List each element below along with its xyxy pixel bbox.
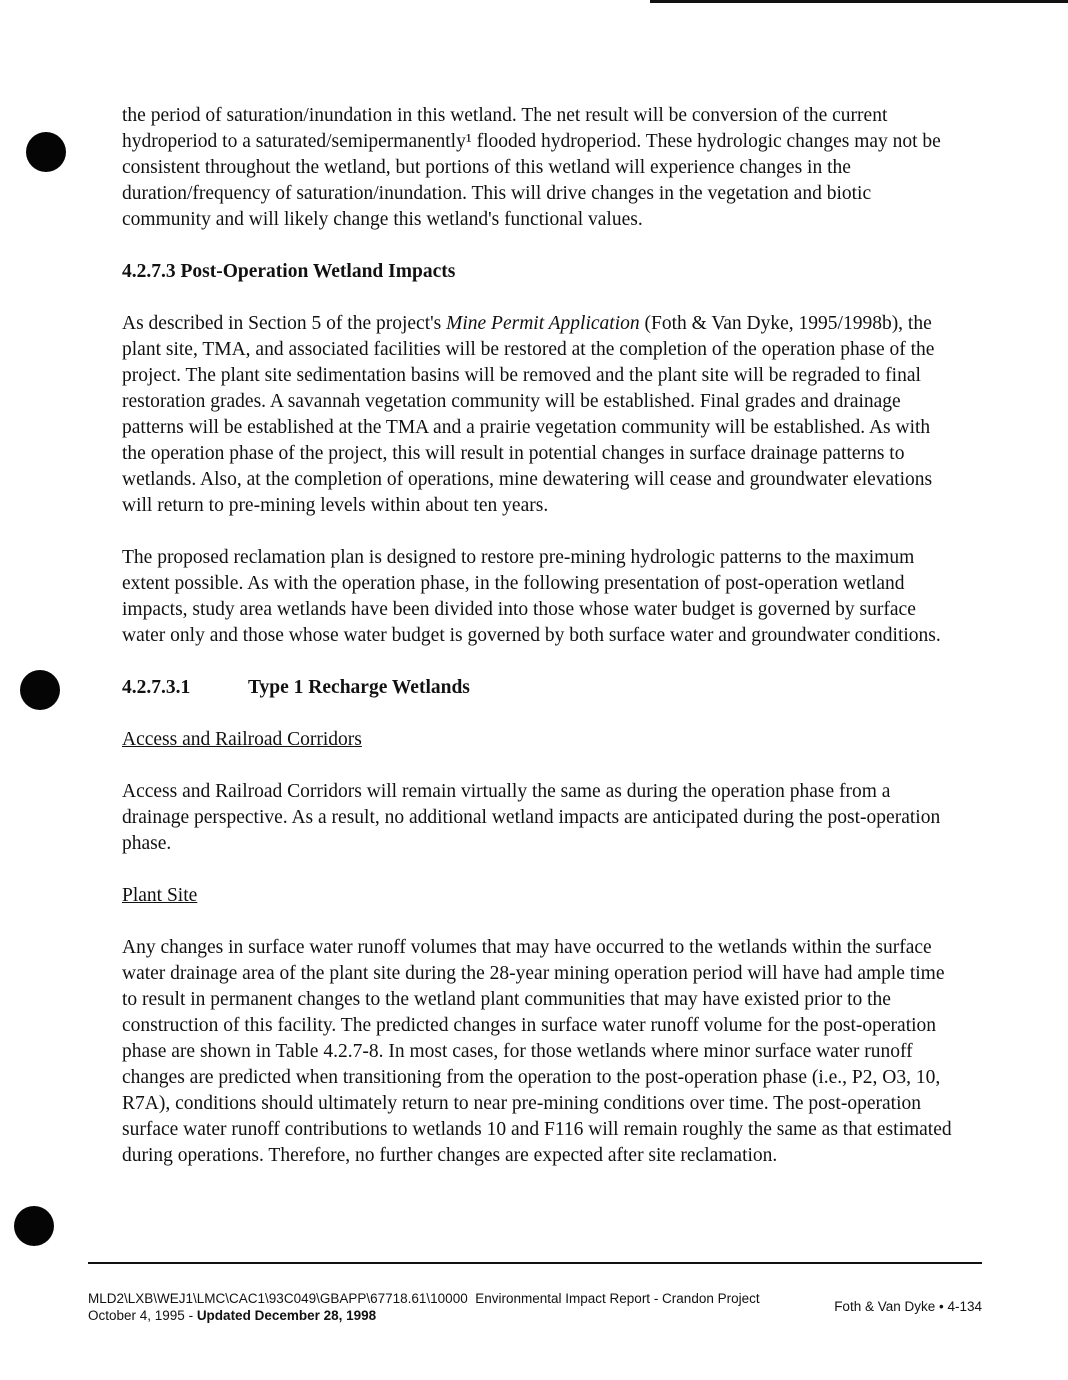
footer-updated-date: Updated December 28, 1998 [196,1308,377,1323]
section-title: Post-Operation Wetland Impacts [180,261,456,282]
mine-permit-application-title: Mine Permit Application [446,313,640,334]
punch-hole-bottom [14,1206,54,1246]
punch-hole-top [26,132,66,172]
scan-top-edge-line [650,0,1068,3]
section-heading [122,259,952,285]
subsection-number: 4.2.7.3.1 [122,677,191,698]
paragraph-plant-site: Any changes in surface water runoff volumes that may have occurred to the wetlands within the surface water drainage area of the plant site during the 28-year mining operation period will have had ample time to result in permanent changes to the wetland plant communities that may have existed prior to the construction of this facility. The predicted changes in surface water runoff volume for the post-operation phase are shown in Table 4.2.7-8. In most cases, for those wetlands where minor surface water runoff changes are predicted when transitioning from the operation to the post-operation phase (i.e., P2, O3, 10, R7A), conditions should ultimately return to near pre-mining conditions over time. The post-operation surface water runoff contributions to wetlands 10 and F116 will remain roughly the same as that estimated during operations. Therefore, no further changes are expected after site reclamation. [122,937,952,1166]
paragraph-mine-permit-lead: As described in Section 5 of the project's [122,313,447,334]
footer-line-1 [88,1290,760,1307]
footer-file-path: MLD2\LXB\WEJ1\LMC\CAC1\93C049\GBAPP\67718.61\10000 [88,1291,468,1306]
paragraph-mine-permit-rest: (Foth & Van Dyke, 1995/1998b), the plant site, TMA, and associated facilities will be restored at the completion of the operation phase of the project. The plant site sedimentation basins will be removed and the plant site will be regraded to final restoration grades. A savannah vegetation community will be established. Final grades and drainage patterns will be established at the TMA and a prairie vegetation community will be established. As with the operation phase of the project, this will result in potential changes in surface drainage patterns to wetlands. Also, at the completion of operations, mine dewatering will cease and groundwater elevations will return to pre-mining levels within about ten years. [122,313,935,516]
footer-line-2 [88,1307,376,1324]
subsection-title: Type 1 Recharge Wetlands [248,677,470,698]
paragraph-mine-permit [122,311,952,519]
page-body [122,103,952,1169]
footer-report-title: Environmental Impact Report - Crandon Project [475,1291,760,1306]
subsection-heading [122,675,952,701]
punch-hole-middle [20,670,60,710]
heading-access-railroad: Access and Railroad Corridors [122,729,362,750]
section-number: 4.2.7.3 [122,261,176,282]
heading-plant-site: Plant Site [122,885,198,906]
footer-rule [88,1262,982,1264]
paragraph-reclamation-plan: The proposed reclamation plan is designed to restore pre-mining hydrologic patterns to the maximum extent possible. As with the operation phase, in the following presentation of post-operation wetland impacts, study area wetlands have been divided into those whose water budget is governed by surface water only and those whose water budget is governed by both surface water and groundwater conditions. [122,547,941,646]
paragraph-intro: the period of saturation/inundation in this wetland. The net result will be conversion of the current hydroperiod to a saturated/semipermanently¹ flooded hydroperiod. These hydrologic changes may not be consistent throughout the wetland, but portions of this wetland will experience changes in the duration/frequency of saturation/inundation. This will drive changes in the vegetation and biotic community and will likely change this wetland's functional values. [122,105,941,230]
paragraph-access-railroad: Access and Railroad Corridors will remain virtually the same as during the operation phase from a drainage perspective. As a result, no additional wetland impacts are anticipated during the post-operation phase. [122,781,941,854]
footer-page-number: Foth & Van Dyke • 4-134 [834,1299,982,1314]
footer-date: October 4, 1995 - [88,1308,197,1323]
